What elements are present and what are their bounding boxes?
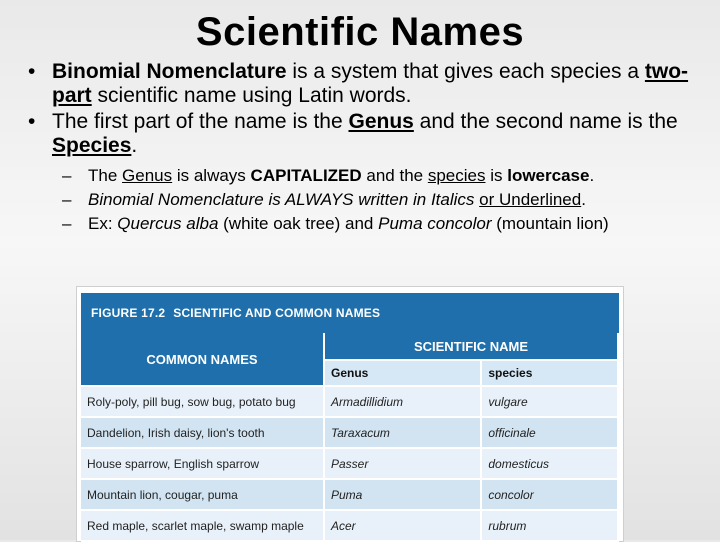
common-name-cell: House sparrow, English sparrow	[81, 448, 324, 479]
header-genus: Genus	[324, 360, 481, 386]
text-run: .	[131, 134, 138, 157]
table-row	[81, 510, 618, 541]
table-row	[81, 386, 618, 417]
dash-marker: –	[62, 214, 72, 233]
names-table	[81, 333, 619, 542]
bullet-dot: •	[28, 110, 36, 133]
text-run: Genus	[122, 166, 173, 185]
text-run: (white oak tree) and	[218, 214, 379, 233]
species-cell: concolor	[481, 479, 618, 510]
text-run: (mountain lion)	[491, 214, 609, 233]
figure-scientific-names	[76, 286, 624, 542]
species-cell: rubrum	[481, 510, 618, 541]
common-name-cell: Red maple, scarlet maple, swamp maple	[81, 510, 324, 541]
genus-cell: Passer	[324, 448, 481, 479]
table-row	[81, 448, 618, 479]
species-cell: vulgare	[481, 386, 618, 417]
species-cell: officinale	[481, 417, 618, 448]
header-species: species	[481, 360, 618, 386]
text-run: Quercus alba	[117, 214, 219, 233]
text-run: lowercase	[507, 166, 590, 185]
text-run: .	[589, 166, 595, 185]
table-body	[81, 386, 618, 541]
table-row	[81, 417, 618, 448]
text-run: The first part of the name is the	[52, 110, 349, 133]
slide-title: Scientific Names	[195, 10, 525, 54]
bullet-2-text	[52, 110, 678, 157]
text-run: .	[581, 190, 586, 209]
text-run: two-part	[52, 60, 689, 107]
text-run: Puma concolor	[378, 214, 492, 233]
bullet-dot: •	[28, 60, 36, 83]
common-name-cell: Dandelion, Irish daisy, lion's tooth	[81, 417, 324, 448]
header-common-names: COMMON NAMES	[81, 333, 324, 386]
sub-bullet-2-text	[88, 190, 586, 209]
species-cell: domesticus	[481, 448, 618, 479]
text-run: CAPITALIZED	[250, 166, 362, 185]
text-run: Ex:	[88, 214, 118, 233]
text-run: and the second name is the	[413, 110, 678, 133]
text-run: or Underlined	[479, 190, 582, 209]
bullet-1	[28, 60, 708, 108]
text-run: Binomial Nomenclature is ALWAYS written in Italics	[88, 190, 480, 209]
text-run: The	[88, 166, 123, 185]
common-name-cell: Mountain lion, cougar, puma	[81, 479, 324, 510]
genus-cell: Puma	[324, 479, 481, 510]
dash-marker: –	[62, 166, 72, 185]
genus-cell: Acer	[324, 510, 481, 541]
bullet-2	[28, 110, 708, 158]
text-run: is always	[172, 166, 251, 185]
figure-caption-bar	[81, 293, 619, 333]
text-run: scientific name using Latin words.	[91, 84, 412, 107]
text-run: is	[485, 166, 508, 185]
text-run: and the	[361, 166, 428, 185]
table-row	[81, 479, 618, 510]
header-scientific-name: SCIENTIFIC NAME	[324, 333, 618, 360]
text-run: species	[427, 166, 486, 185]
sub-bullet-2	[62, 188, 708, 212]
sub-bullet-3-text	[88, 214, 609, 233]
text-run: Species	[52, 134, 132, 157]
sub-bullet-1-text	[88, 166, 594, 185]
bullet-list	[28, 60, 708, 236]
text-run: Genus	[348, 110, 414, 133]
text-run: Binomial Nomenclature	[52, 60, 287, 83]
bullet-1-text	[52, 60, 688, 107]
genus-cell: Taraxacum	[324, 417, 481, 448]
dash-marker: –	[62, 190, 72, 209]
genus-cell: Armadillidium	[324, 386, 481, 417]
figure-number: FIGURE 17.2	[91, 306, 166, 320]
text-run: is a system that gives each species a	[286, 60, 645, 83]
sub-bullet-1	[62, 164, 708, 188]
common-name-cell: Roly-poly, pill bug, sow bug, potato bug	[81, 386, 324, 417]
sub-bullet-list	[62, 164, 708, 236]
figure-caption: SCIENTIFIC AND COMMON NAMES	[173, 306, 381, 320]
sub-bullet-3	[62, 212, 708, 236]
